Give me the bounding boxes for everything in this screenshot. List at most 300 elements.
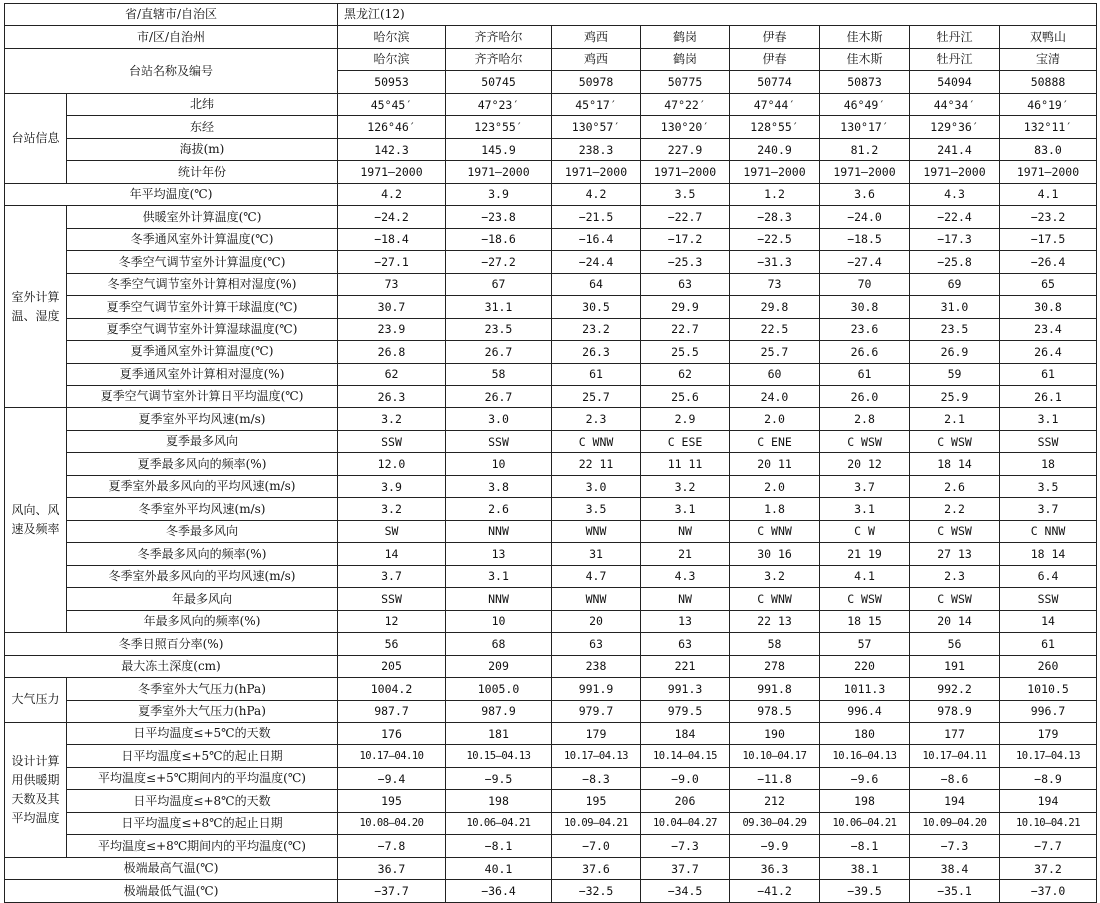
data-cell: 181	[446, 723, 552, 745]
table-row	[5, 385, 1097, 407]
data-cell: 13	[641, 610, 730, 632]
data-cell: 13	[446, 543, 552, 565]
station-name: 鹤岗	[641, 48, 730, 70]
data-cell: 3.7	[820, 475, 910, 497]
data-cell: 3.7	[338, 565, 446, 587]
data-cell: 1.2	[730, 183, 820, 205]
data-cell: 1971—2000	[641, 161, 730, 183]
data-cell: 27 13	[910, 543, 1000, 565]
station-name: 牡丹江	[910, 48, 1000, 70]
data-cell: 26.3	[338, 385, 446, 407]
data-cell: 132°11′	[1000, 116, 1097, 138]
data-cell: 37.6	[552, 857, 641, 879]
data-cell: 3.2	[338, 498, 446, 520]
data-cell: 45°45′	[338, 93, 446, 115]
data-cell: 179	[1000, 723, 1097, 745]
row-label: 日平均温度≤+8℃的天数	[67, 790, 338, 812]
data-cell: 18 14	[1000, 543, 1097, 565]
data-cell: 4.3	[910, 183, 1000, 205]
data-cell: 6.4	[1000, 565, 1097, 587]
table-row	[5, 767, 1097, 789]
data-cell: −24.4	[552, 251, 641, 273]
data-cell: 1971—2000	[552, 161, 641, 183]
data-cell: 26.7	[446, 385, 552, 407]
data-cell: 56	[338, 633, 446, 655]
station-code: 50775	[641, 71, 730, 93]
data-cell: −16.4	[552, 228, 641, 250]
data-cell: 46°19′	[1000, 93, 1097, 115]
data-cell: 4.1	[1000, 183, 1097, 205]
data-cell: −11.8	[730, 767, 820, 789]
data-cell: −17.5	[1000, 228, 1097, 250]
data-cell: 220	[820, 655, 910, 677]
row-label: 极端最低气温(℃)	[5, 880, 338, 902]
row-label: 东经	[67, 116, 338, 138]
table-row	[5, 723, 1097, 745]
data-cell: 3.8	[446, 475, 552, 497]
data-cell: 61	[820, 363, 910, 385]
row-label: 年平均温度(℃)	[5, 183, 338, 205]
row-label: 冬季室外平均风速(m/s)	[67, 498, 338, 520]
data-cell: 26.3	[552, 341, 641, 363]
data-cell: 996.7	[1000, 700, 1097, 722]
row-label: 冬季最多风向的频率(%)	[67, 543, 338, 565]
station-name: 佳木斯	[820, 48, 910, 70]
data-cell: C WSW	[910, 588, 1000, 610]
data-cell: 10	[446, 610, 552, 632]
data-cell: 3.5	[641, 183, 730, 205]
data-cell: 177	[910, 723, 1000, 745]
data-cell: 29.8	[730, 296, 820, 318]
data-cell: 25.7	[730, 341, 820, 363]
row-label: 夏季通风室外计算温度(℃)	[67, 341, 338, 363]
data-cell: 22 13	[730, 610, 820, 632]
data-cell: 69	[910, 273, 1000, 295]
data-cell: 81.2	[820, 138, 910, 160]
data-cell: 60	[730, 363, 820, 385]
data-cell: 1971—2000	[1000, 161, 1097, 183]
data-cell: 278	[730, 655, 820, 677]
data-cell: WNW	[552, 520, 641, 542]
data-cell: 62	[641, 363, 730, 385]
row-label: 北纬	[67, 93, 338, 115]
table-row	[5, 228, 1097, 250]
data-cell: 2.6	[446, 498, 552, 520]
data-cell: 62	[338, 363, 446, 385]
data-cell: 979.7	[552, 700, 641, 722]
data-cell: 37.2	[1000, 857, 1097, 879]
data-cell: 3.2	[730, 565, 820, 587]
data-cell: 37.7	[641, 857, 730, 879]
data-cell: C WSW	[820, 430, 910, 452]
data-cell: 25.9	[910, 385, 1000, 407]
data-cell: 2.2	[910, 498, 1000, 520]
data-cell: 2.3	[910, 565, 1000, 587]
data-cell: 10.09—04.21	[552, 812, 641, 834]
data-cell: 190	[730, 723, 820, 745]
data-cell: 26.7	[446, 341, 552, 363]
data-cell: 4.1	[820, 565, 910, 587]
station-label: 台站名称及编号	[5, 48, 338, 93]
table-row	[5, 453, 1097, 475]
data-cell: 30.8	[1000, 296, 1097, 318]
data-cell: 2.9	[641, 408, 730, 430]
row-label: 夏季通风室外计算相对湿度(%)	[67, 363, 338, 385]
data-cell: 65	[1000, 273, 1097, 295]
data-cell: 3.1	[820, 498, 910, 520]
data-cell: 10.17—04.13	[552, 745, 641, 767]
data-cell: 142.3	[338, 138, 446, 160]
table-row	[5, 543, 1097, 565]
data-cell: 241.4	[910, 138, 1000, 160]
data-cell: 191	[910, 655, 1000, 677]
data-cell: 179	[552, 723, 641, 745]
data-cell: NNW	[446, 520, 552, 542]
table-row	[5, 835, 1097, 857]
data-cell: NW	[641, 520, 730, 542]
data-cell: −27.4	[820, 251, 910, 273]
data-cell: 31	[552, 543, 641, 565]
data-cell: 1005.0	[446, 678, 552, 700]
data-cell: −22.7	[641, 206, 730, 228]
table-row	[5, 475, 1097, 497]
data-cell: 979.5	[641, 700, 730, 722]
data-cell: 3.2	[338, 408, 446, 430]
data-cell: 123°55′	[446, 116, 552, 138]
table-row	[5, 296, 1097, 318]
data-cell: 1971—2000	[820, 161, 910, 183]
row-label: 夏季空气调节室外计算干球温度(℃)	[67, 296, 338, 318]
group-wind: 风向、风速及频率	[5, 408, 67, 633]
row-label: 冬季空气调节室外计算温度(℃)	[67, 251, 338, 273]
data-cell: 83.0	[1000, 138, 1097, 160]
data-cell: 45°17′	[552, 93, 641, 115]
data-cell: −22.4	[910, 206, 1000, 228]
data-cell: 73	[338, 273, 446, 295]
data-cell: WNW	[552, 588, 641, 610]
table-row	[5, 4, 1097, 26]
data-cell: 24.0	[730, 385, 820, 407]
data-cell: 09.30—04.29	[730, 812, 820, 834]
row-label: 供暖室外计算温度(℃)	[67, 206, 338, 228]
data-cell: 991.9	[552, 678, 641, 700]
data-cell: 18 14	[910, 453, 1000, 475]
row-label: 冬季空气调节室外计算相对湿度(%)	[67, 273, 338, 295]
data-cell: 212	[730, 790, 820, 812]
table-row	[5, 655, 1097, 677]
data-cell: 198	[446, 790, 552, 812]
data-cell: −31.3	[730, 251, 820, 273]
group-station-info: 台站信息	[5, 93, 67, 183]
data-cell: C NNW	[1000, 520, 1097, 542]
row-label: 统计年份	[67, 161, 338, 183]
data-cell: 1971—2000	[446, 161, 552, 183]
data-cell: −27.1	[338, 251, 446, 273]
data-cell: 4.3	[641, 565, 730, 587]
data-cell: 978.5	[730, 700, 820, 722]
city-label: 市/区/自治州	[5, 26, 338, 48]
data-cell: 10.10—04.21	[1000, 812, 1097, 834]
data-cell: 20 12	[820, 453, 910, 475]
data-cell: 22.7	[641, 318, 730, 340]
station-code: 50953	[338, 71, 446, 93]
data-cell: 3.9	[446, 183, 552, 205]
station-code: 50774	[730, 71, 820, 93]
data-cell: 20 11	[730, 453, 820, 475]
row-label: 夏季空气调节室外计算湿球温度(℃)	[67, 318, 338, 340]
data-cell: 68	[446, 633, 552, 655]
data-cell: 978.9	[910, 700, 1000, 722]
data-cell: C WSW	[910, 520, 1000, 542]
data-cell: 10.14—04.15	[641, 745, 730, 767]
row-label: 夏季最多风向的频率(%)	[67, 453, 338, 475]
station-name: 鸡西	[552, 48, 641, 70]
data-cell: SSW	[1000, 430, 1097, 452]
data-cell: 194	[910, 790, 1000, 812]
data-cell: 10.16—04.13	[820, 745, 910, 767]
data-cell: 18	[1000, 453, 1097, 475]
data-cell: 40.1	[446, 857, 552, 879]
data-cell: 63	[641, 633, 730, 655]
row-label: 冬季日照百分率(%)	[5, 633, 338, 655]
data-cell: 61	[1000, 633, 1097, 655]
data-cell: 22.5	[730, 318, 820, 340]
table-row	[5, 430, 1097, 452]
data-cell: 209	[446, 655, 552, 677]
table-row	[5, 498, 1097, 520]
data-cell: 63	[552, 633, 641, 655]
data-cell: 22 11	[552, 453, 641, 475]
data-cell: 3.9	[338, 475, 446, 497]
data-cell: −35.1	[910, 880, 1000, 902]
data-cell: 36.3	[730, 857, 820, 879]
data-cell: 56	[910, 633, 1000, 655]
station-name: 齐齐哈尔	[446, 48, 552, 70]
data-cell: −7.3	[910, 835, 1000, 857]
table-row	[5, 318, 1097, 340]
data-cell: 10.06—04.21	[820, 812, 910, 834]
data-cell: 30 16	[730, 543, 820, 565]
data-cell: C ESE	[641, 430, 730, 452]
table-row	[5, 161, 1097, 183]
data-cell: 70	[820, 273, 910, 295]
data-cell: −17.2	[641, 228, 730, 250]
data-cell: 3.1	[1000, 408, 1097, 430]
data-cell: SSW	[338, 430, 446, 452]
data-cell: 67	[446, 273, 552, 295]
city-name: 鹤岗	[641, 26, 730, 48]
data-cell: 195	[338, 790, 446, 812]
data-cell: 10.17—04.13	[1000, 745, 1097, 767]
data-cell: 63	[641, 273, 730, 295]
data-cell: −8.1	[446, 835, 552, 857]
data-cell: 38.1	[820, 857, 910, 879]
data-cell: 30.8	[820, 296, 910, 318]
data-cell: 10.06—04.21	[446, 812, 552, 834]
station-code: 50745	[446, 71, 552, 93]
station-code: 50888	[1000, 71, 1097, 93]
data-cell: 240.9	[730, 138, 820, 160]
row-label: 夏季室外最多风向的平均风速(m/s)	[67, 475, 338, 497]
data-cell: −26.4	[1000, 251, 1097, 273]
data-cell: 12.0	[338, 453, 446, 475]
data-cell: 987.9	[446, 700, 552, 722]
station-code: 50978	[552, 71, 641, 93]
data-cell: −36.4	[446, 880, 552, 902]
data-cell: 992.2	[910, 678, 1000, 700]
data-cell: −9.4	[338, 767, 446, 789]
data-cell: 58	[446, 363, 552, 385]
data-cell: C W	[820, 520, 910, 542]
data-cell: 10.15—04.13	[446, 745, 552, 767]
data-cell: 2.8	[820, 408, 910, 430]
data-cell: 238.3	[552, 138, 641, 160]
data-cell: −18.4	[338, 228, 446, 250]
data-cell: SSW	[446, 430, 552, 452]
data-cell: −9.9	[730, 835, 820, 857]
table-body	[5, 4, 1097, 903]
data-cell: 3.0	[446, 408, 552, 430]
table-row	[5, 251, 1097, 273]
station-name: 宝清	[1000, 48, 1097, 70]
row-label: 日平均温度≤+8℃的起止日期	[67, 812, 338, 834]
table-row	[5, 880, 1097, 902]
data-cell: −28.3	[730, 206, 820, 228]
data-cell: 47°22′	[641, 93, 730, 115]
province-value: 黑龙江(12)	[338, 4, 1097, 26]
data-cell: 36.7	[338, 857, 446, 879]
row-label: 年最多风向的频率(%)	[67, 610, 338, 632]
table-row	[5, 206, 1097, 228]
data-cell: 180	[820, 723, 910, 745]
data-cell: 26.6	[820, 341, 910, 363]
data-cell: −37.7	[338, 880, 446, 902]
data-cell: 14	[1000, 610, 1097, 632]
data-cell: 987.7	[338, 700, 446, 722]
row-label: 平均温度≤+8℃期间内的平均温度(℃)	[67, 835, 338, 857]
data-cell: −9.6	[820, 767, 910, 789]
data-cell: 128°55′	[730, 116, 820, 138]
data-cell: −23.8	[446, 206, 552, 228]
table-row	[5, 183, 1097, 205]
data-cell: 227.9	[641, 138, 730, 160]
data-cell: 3.5	[1000, 475, 1097, 497]
data-cell: 64	[552, 273, 641, 295]
data-cell: −18.6	[446, 228, 552, 250]
station-code: 54094	[910, 71, 1000, 93]
data-cell: −18.5	[820, 228, 910, 250]
data-cell: 991.3	[641, 678, 730, 700]
data-cell: 1010.5	[1000, 678, 1097, 700]
data-cell: 14	[338, 543, 446, 565]
data-cell: −32.5	[552, 880, 641, 902]
data-cell: −25.8	[910, 251, 1000, 273]
data-cell: 23.2	[552, 318, 641, 340]
data-cell: −8.3	[552, 767, 641, 789]
data-cell: −7.7	[1000, 835, 1097, 857]
table-row	[5, 341, 1097, 363]
data-cell: 20	[552, 610, 641, 632]
table-row	[5, 565, 1097, 587]
data-cell: −24.0	[820, 206, 910, 228]
data-cell: 2.1	[910, 408, 1000, 430]
data-cell: 30.7	[338, 296, 446, 318]
data-cell: 23.6	[820, 318, 910, 340]
data-cell: 20 14	[910, 610, 1000, 632]
data-cell: −25.3	[641, 251, 730, 273]
data-cell: 61	[1000, 363, 1097, 385]
data-cell: 2.6	[910, 475, 1000, 497]
data-cell: 25.7	[552, 385, 641, 407]
city-name: 伊春	[730, 26, 820, 48]
data-cell: 23.4	[1000, 318, 1097, 340]
data-cell: 59	[910, 363, 1000, 385]
station-code: 50873	[820, 71, 910, 93]
data-cell: 58	[730, 633, 820, 655]
data-cell: −7.0	[552, 835, 641, 857]
row-label: 夏季最多风向	[67, 430, 338, 452]
data-cell: C WSW	[910, 430, 1000, 452]
row-label: 日平均温度≤+5℃的起止日期	[67, 745, 338, 767]
table-row	[5, 588, 1097, 610]
data-cell: 26.9	[910, 341, 1000, 363]
data-cell: −7.8	[338, 835, 446, 857]
data-cell: −37.0	[1000, 880, 1097, 902]
data-cell: 38.4	[910, 857, 1000, 879]
row-label: 日平均温度≤+5℃的天数	[67, 723, 338, 745]
data-cell: 2.0	[730, 475, 820, 497]
data-cell: 57	[820, 633, 910, 655]
data-cell: 195	[552, 790, 641, 812]
province-label: 省/直辖市/自治区	[5, 4, 338, 26]
table-row	[5, 678, 1097, 700]
table-row	[5, 700, 1097, 722]
data-cell: 198	[820, 790, 910, 812]
data-cell: 31.0	[910, 296, 1000, 318]
row-label: 平均温度≤+5℃期间内的平均温度(℃)	[67, 767, 338, 789]
group-heating: 设计计算用供暖期天数及其平均温度	[5, 723, 67, 858]
row-label: 海拔(m)	[67, 138, 338, 160]
city-name: 齐齐哈尔	[446, 26, 552, 48]
data-cell: 26.4	[1000, 341, 1097, 363]
data-cell: 126°46′	[338, 116, 446, 138]
row-label: 冬季室外大气压力(hPa)	[67, 678, 338, 700]
data-cell: 4.2	[338, 183, 446, 205]
data-cell: 3.2	[641, 475, 730, 497]
table-row	[5, 273, 1097, 295]
data-cell: SSW	[338, 588, 446, 610]
data-cell: 21	[641, 543, 730, 565]
data-cell: 26.8	[338, 341, 446, 363]
data-cell: C WSW	[820, 588, 910, 610]
row-label: 夏季室外平均风速(m/s)	[67, 408, 338, 430]
table-row	[5, 93, 1097, 115]
data-cell: 10.17—04.11	[910, 745, 1000, 767]
data-cell: 206	[641, 790, 730, 812]
table-row	[5, 610, 1097, 632]
data-cell: 18 15	[820, 610, 910, 632]
data-cell: 3.7	[1000, 498, 1097, 520]
row-label: 极端最高气温(℃)	[5, 857, 338, 879]
city-name: 双鸭山	[1000, 26, 1097, 48]
data-cell: 10.09—04.20	[910, 812, 1000, 834]
city-name: 哈尔滨	[338, 26, 446, 48]
data-cell: 10.04—04.27	[641, 812, 730, 834]
data-cell: 1971—2000	[338, 161, 446, 183]
data-cell: 1.8	[730, 498, 820, 520]
data-cell: 10	[446, 453, 552, 475]
data-cell: 996.4	[820, 700, 910, 722]
